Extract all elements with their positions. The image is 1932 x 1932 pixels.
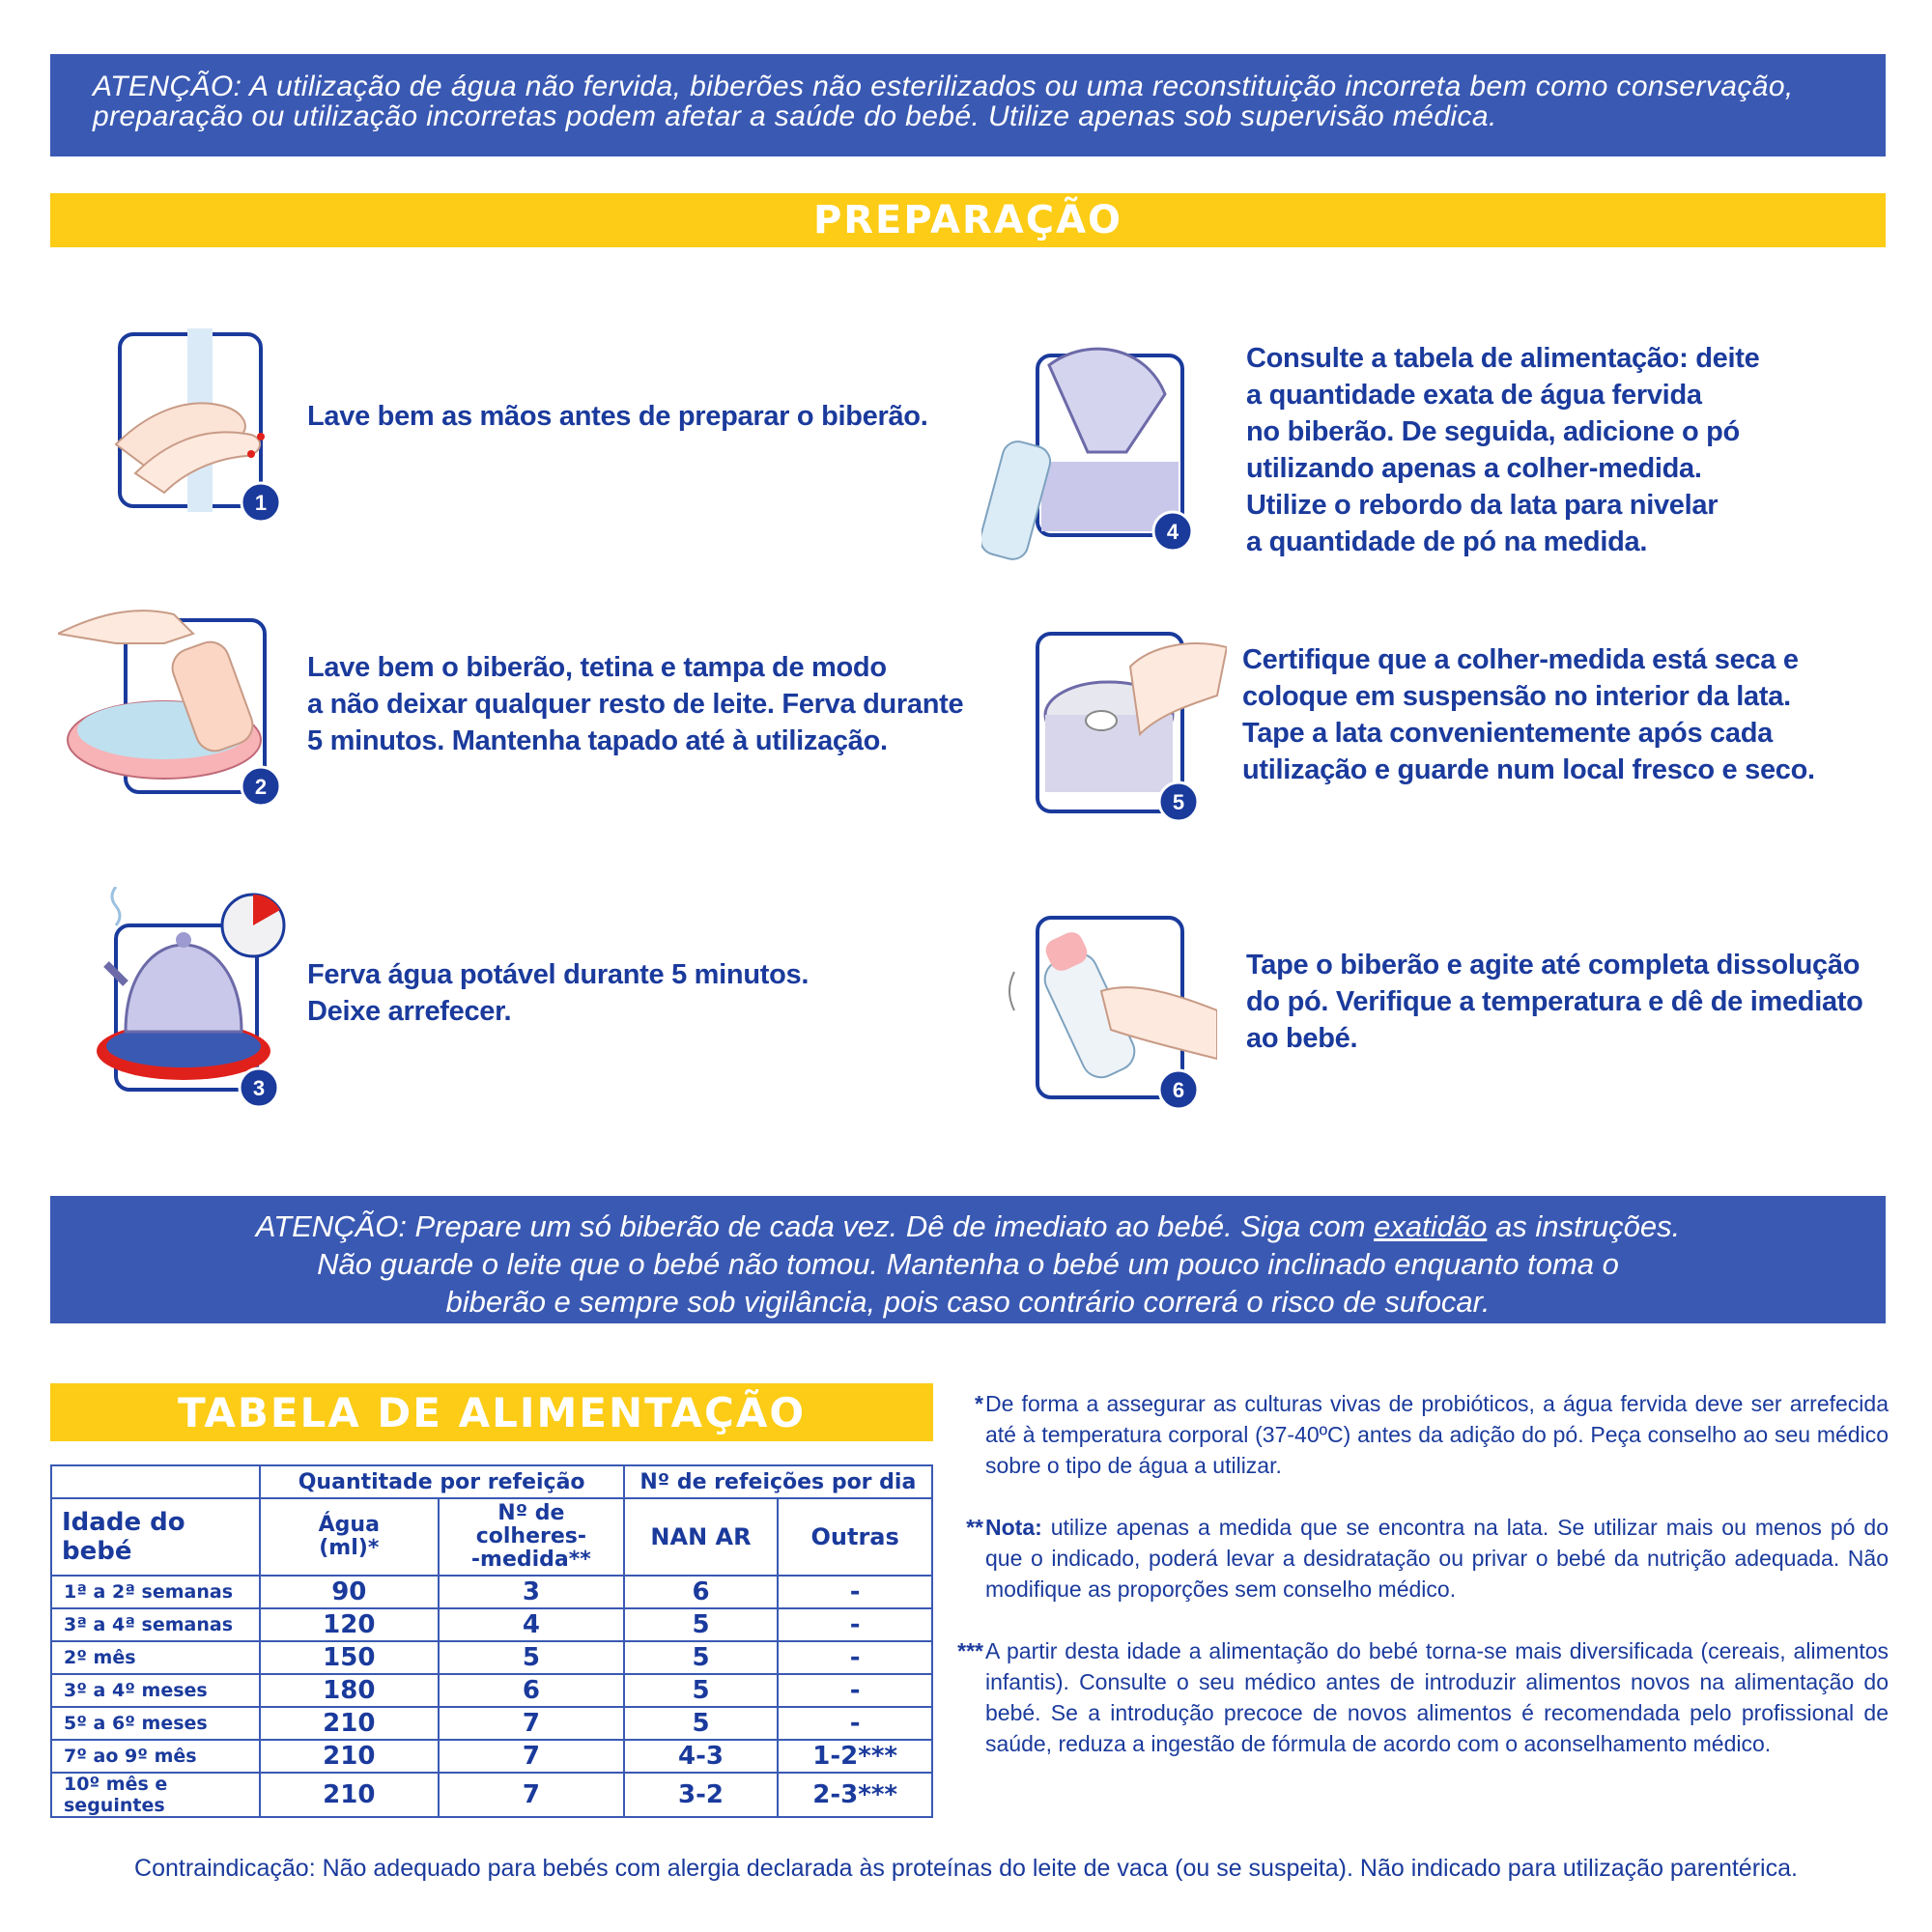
cell-nan: 5 <box>624 1641 779 1674</box>
note-3-text: A partir desta idade a alimentação do bebé torna-se mais diversificada (cereais, alimentos infantis). Consulte o seu médico antes de introduzir alimentos novos na alimentação do bebé. Se a introdução precoce de novos alimentos é recomendada pelo profissional de saúde, reduza a ingestão de fórmula de acordo com o aconselhamento médico. <box>985 1638 1889 1756</box>
wash-bottle-icon <box>58 576 290 808</box>
step-3-text <box>307 956 809 1030</box>
cell-age: 5º a 6º meses <box>51 1707 260 1740</box>
step-2-line: Lave bem o biberão, tetina e tampa de modo <box>307 652 887 683</box>
step-2-line: 5 minutos. Mantenha tapado até à utilização. <box>307 725 888 756</box>
warning-underlined: exatidão <box>1374 1209 1488 1243</box>
note-1-text: De forma a assegurar as culturas vivas de probióticos, a água fervida deve ser arrefecida até à temperatura corporal (37-40ºC) antes da adição do pó. Peça conselho ao seu médico sobre o tipo de água a utilizar. <box>985 1391 1889 1478</box>
step-6-line: do pó. Verifique a temperatura e dê de imediato <box>1246 986 1863 1017</box>
feeding-table <box>50 1464 933 1818</box>
cell-other: - <box>778 1674 932 1707</box>
middle-warning-line-2: Não guarde o leite que o bebé não tomou. Mantenha o bebé um pouco inclinado enquanto toma o <box>317 1247 1619 1281</box>
note-2 <box>966 1512 1889 1605</box>
cell-spoons: 5 <box>439 1641 624 1674</box>
step-5-line: Certifique que a colher-medida está seca e <box>1242 644 1799 675</box>
header-water <box>260 1498 439 1576</box>
step-4-line: Consulte a tabela de alimentação: deite <box>1246 343 1760 374</box>
table-empty-header <box>51 1465 260 1498</box>
cell-water: 150 <box>260 1641 439 1674</box>
cell-spoons: 7 <box>439 1707 624 1740</box>
note-3 <box>957 1635 1889 1759</box>
header-spoons-line: colheres- <box>475 1524 586 1548</box>
cell-age: 3º a 4º meses <box>51 1674 260 1707</box>
step-2-text <box>307 649 963 759</box>
cell-water: 210 <box>260 1707 439 1740</box>
shake-bottle-icon <box>995 914 1217 1113</box>
cell-spoons: 3 <box>439 1576 624 1608</box>
cell-other: - <box>778 1707 932 1740</box>
cell-age: 1ª a 2ª semanas <box>51 1576 260 1608</box>
step-5-text <box>1242 641 1815 788</box>
step-5-line: coloque em suspensão no interior da lata. <box>1242 681 1791 712</box>
note-2-label: Nota: <box>985 1515 1042 1540</box>
note-1-marker: * <box>975 1391 983 1416</box>
step-6-line: Tape o biberão e agite até completa dissolução <box>1246 950 1861 980</box>
cell-other: - <box>778 1641 932 1674</box>
step-2-line: a não deixar qualquer resto de leite. Ferva durante <box>307 689 964 720</box>
step-6-line: ao bebé. <box>1246 1023 1358 1054</box>
cell-other: - <box>778 1608 932 1641</box>
cell-water: 210 <box>260 1740 439 1773</box>
table-row <box>51 1641 932 1674</box>
table-row <box>51 1608 932 1641</box>
table-row <box>51 1674 932 1707</box>
header-water-line: Água <box>318 1513 380 1537</box>
step-1-text <box>307 398 927 435</box>
header-spoons <box>439 1498 624 1576</box>
header-group-meals: Nº de refeições por dia <box>624 1465 932 1498</box>
step-1-line: Lave bem as mãos antes de preparar o biberão. <box>307 401 928 432</box>
step-5-line: utilização e guarde num local fresco e seco. <box>1242 754 1815 785</box>
cell-age: 3ª a 4ª semanas <box>51 1608 260 1641</box>
middle-warning-line-1 <box>50 1208 1886 1245</box>
step-4-line: no biberão. De seguida, adicione o pó <box>1246 416 1740 447</box>
cell-spoons: 7 <box>439 1773 624 1817</box>
cell-age: 7º ao 9º mês <box>51 1740 260 1773</box>
cell-water: 90 <box>260 1576 439 1608</box>
svg-text:4: 4 <box>1166 520 1179 544</box>
cell-nan: 5 <box>624 1707 779 1740</box>
step-3-line: Deixe arrefecer. <box>307 996 512 1027</box>
svg-text:6: 6 <box>1172 1078 1185 1102</box>
table-row <box>51 1740 932 1773</box>
note-3-marker: *** <box>957 1638 983 1663</box>
cell-water: 120 <box>260 1608 439 1641</box>
step-4-line: a quantidade exata de água fervida <box>1246 380 1702 411</box>
cell-nan: 5 <box>624 1674 779 1707</box>
pour-water-icon <box>981 336 1204 564</box>
table-row <box>51 1773 932 1817</box>
middle-warning-banner <box>50 1196 1886 1323</box>
step-6-text <box>1246 947 1863 1057</box>
svg-text:5: 5 <box>1172 790 1185 814</box>
step-4-line: a quantidade de pó na medida. <box>1246 526 1648 557</box>
cell-spoons: 7 <box>439 1740 624 1773</box>
preparation-title: PREPARAÇÃO <box>50 193 1886 247</box>
step-5-line: Tape a lata convenientemente após cada <box>1242 718 1773 749</box>
cell-spoons: 6 <box>439 1674 624 1707</box>
scoop-in-can-icon <box>1034 628 1227 831</box>
cell-age: 2º mês <box>51 1641 260 1674</box>
cell-spoons: 4 <box>439 1608 624 1641</box>
cell-nan: 4-3 <box>624 1740 779 1773</box>
header-spoons-line: Nº de <box>497 1501 565 1525</box>
feeding-table-title: TABELA DE ALIMENTAÇÃO <box>50 1383 933 1441</box>
step-4-text <box>1246 340 1759 560</box>
note-1 <box>975 1388 1889 1481</box>
header-group-quantity: Quantitade por refeição <box>260 1465 624 1498</box>
header-age: Idade do bebé <box>51 1498 260 1576</box>
middle-warning-line-3: biberão e sempre sob vigilância, pois caso contrário correrá o risco de sufocar. <box>445 1285 1491 1319</box>
svg-text:1: 1 <box>254 491 268 515</box>
step-3-line: Ferva água potável durante 5 minutos. <box>307 959 810 990</box>
cell-other: 2-3*** <box>778 1773 932 1817</box>
cell-water: 210 <box>260 1773 439 1817</box>
cell-other: 1-2*** <box>778 1740 932 1773</box>
wash-hands-icon <box>106 328 290 522</box>
cell-nan: 5 <box>624 1608 779 1641</box>
top-warning-line-1: ATENÇÃO: A utilização de água não fervida, biberões não esterilizados ou uma reconstituição incorreta bem como conservação, <box>93 71 1794 102</box>
top-warning-banner <box>50 54 1886 156</box>
header-spoons-line: -medida** <box>470 1548 591 1572</box>
table-row <box>51 1576 932 1608</box>
header-water-line: (ml)* <box>319 1536 380 1560</box>
note-2-text: utilize apenas a medida que se encontra na lata. Se utilizar mais ou menos pó do que o indicado, poderá levar a desidratação ou privar o bebé da nutrição adequada. Não modifique as proporções sem conselho médico. <box>985 1515 1889 1602</box>
svg-text:3: 3 <box>252 1076 266 1100</box>
cell-other: - <box>778 1576 932 1608</box>
cell-age: 10º mês e seguintes <box>51 1773 260 1817</box>
cell-water: 180 <box>260 1674 439 1707</box>
table-row <box>51 1707 932 1740</box>
cell-nan: 6 <box>624 1576 779 1608</box>
cell-nan: 3-2 <box>624 1773 779 1817</box>
header-nan-ar: NAN AR <box>624 1498 779 1576</box>
warning-text: as instruções. <box>1487 1209 1681 1243</box>
header-other: Outras <box>778 1498 932 1576</box>
step-4-line: Utilize o rebordo da lata para nivelar <box>1246 490 1719 521</box>
step-4-line: utilizando apenas a colher-medida. <box>1246 453 1702 484</box>
svg-text:2: 2 <box>254 775 268 799</box>
warning-text: ATENÇÃO: Prepare um só biberão de cada vez. Dê de imediato ao bebé. Siga com <box>255 1209 1375 1243</box>
contraindication-text: Contraindicação: Não adequado para bebés com alergia declarada às proteínas do leite de vaca (ou se suspeita). Não indicado para utilização parentérica. <box>134 1855 1798 1882</box>
top-warning-line-2: preparação ou utilização incorretas podem afetar a saúde do bebé. Utilize apenas sob supervisão médica. <box>93 100 1497 132</box>
kettle-boil-icon <box>87 887 290 1109</box>
note-2-marker: ** <box>966 1515 983 1540</box>
